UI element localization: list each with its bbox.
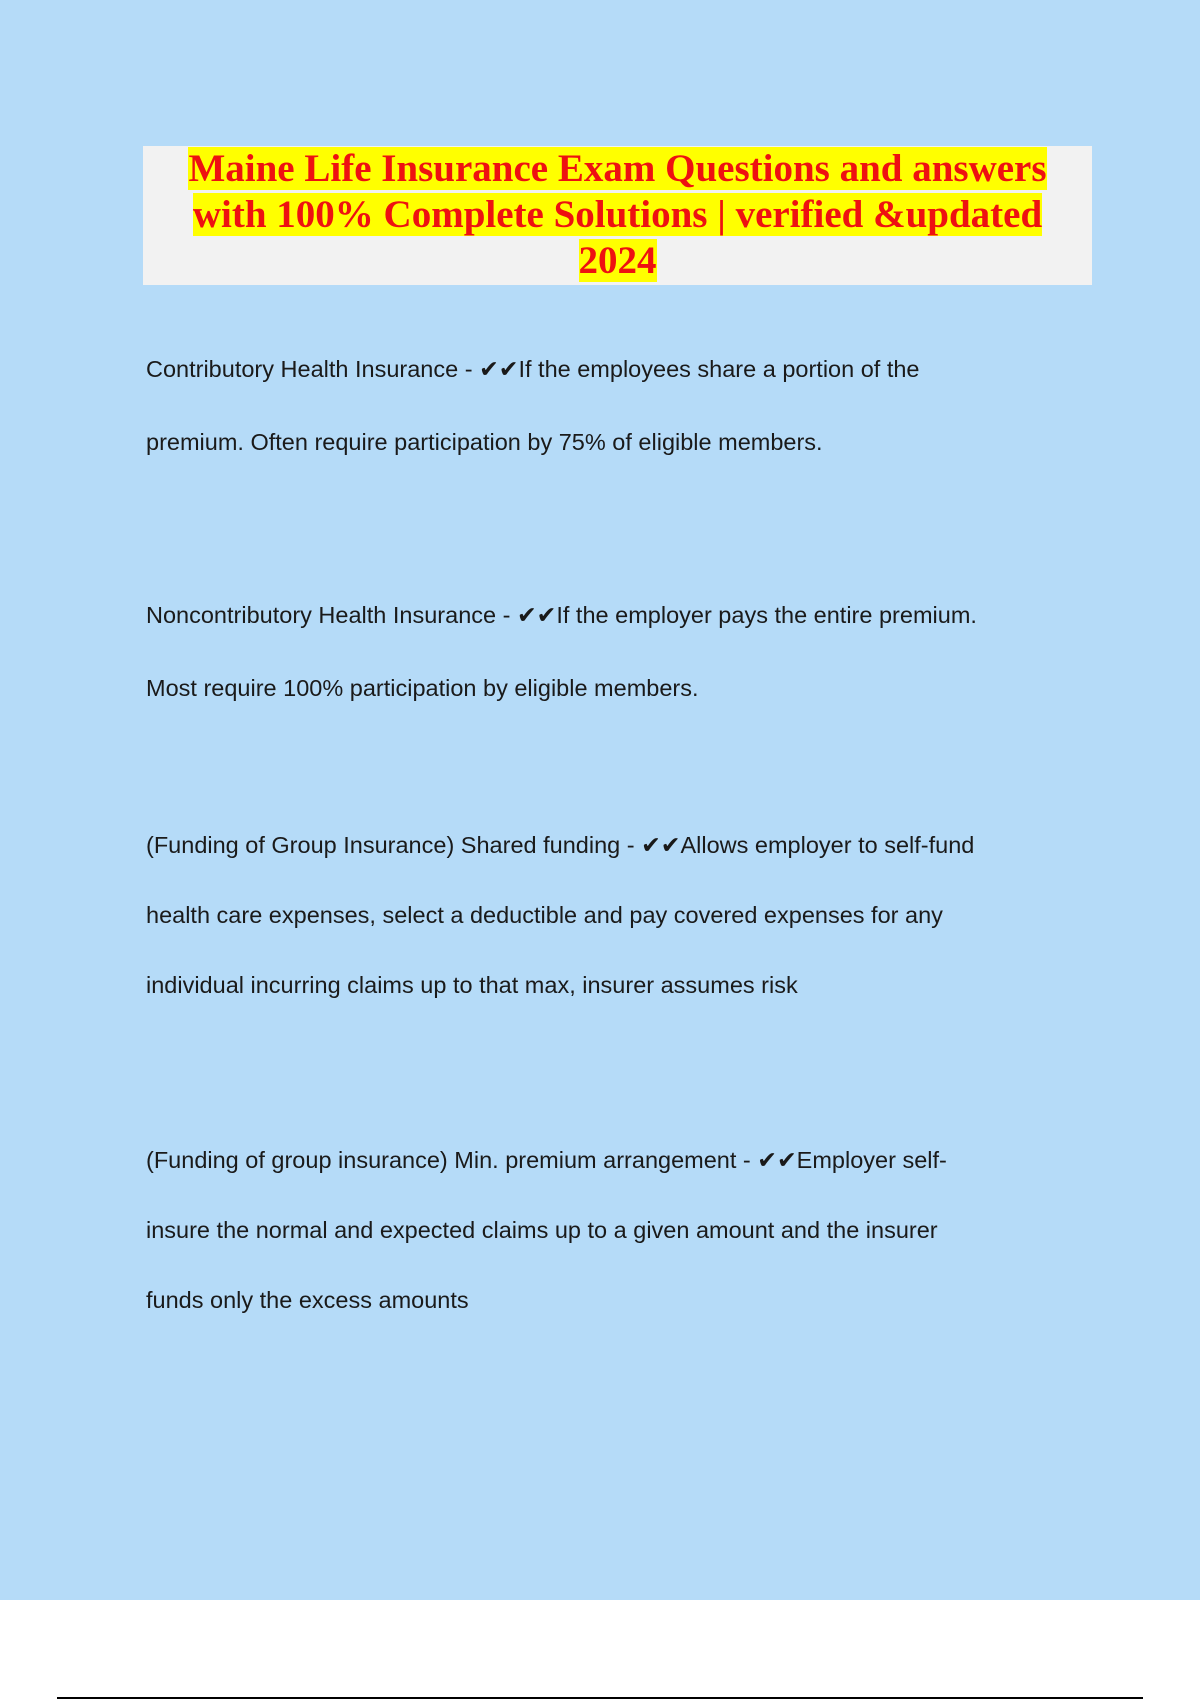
qa-entry-shared-funding	[146, 825, 1086, 1035]
title-line: Maine Life Insurance Exam Questions and answers	[188, 147, 1047, 190]
entry-text-line: premium. Often require participation by 75% of eligible members.	[146, 429, 823, 455]
entry-text-line: individual incurring claims up to that max, insurer assumes risk	[146, 972, 798, 998]
entry-text-line: (Funding of Group Insurance) Shared funding - ✔✔Allows employer to self-fund	[146, 832, 975, 858]
entry-text-line: Contributory Health Insurance - ✔✔If the employees share a portion of the	[146, 356, 920, 382]
entry-text-line: Most require 100% participation by eligible members.	[146, 675, 699, 701]
entry-text-line: funds only the excess amounts	[146, 1287, 469, 1313]
qa-entry-min-premium	[146, 1140, 1086, 1350]
footer-divider	[57, 1697, 1143, 1699]
entry-text-line: health care expenses, select a deductible and pay covered expenses for any	[146, 902, 943, 928]
title-line: 2024	[578, 239, 657, 282]
title-line: with 100% Complete Solutions | verified &updated	[192, 193, 1043, 236]
qa-entry-contributory	[146, 333, 1086, 479]
entry-text-line: insure the normal and expected claims up to a given amount and the insurer	[146, 1217, 938, 1243]
title-box	[143, 146, 1092, 285]
entry-text-line: Noncontributory Health Insurance - ✔✔If the employer pays the entire premium.	[146, 602, 977, 628]
document-title	[143, 146, 1092, 284]
entry-text-line: (Funding of group insurance) Min. premium arrangement - ✔✔Employer self-	[146, 1147, 947, 1173]
qa-entry-noncontributory	[146, 579, 1086, 725]
